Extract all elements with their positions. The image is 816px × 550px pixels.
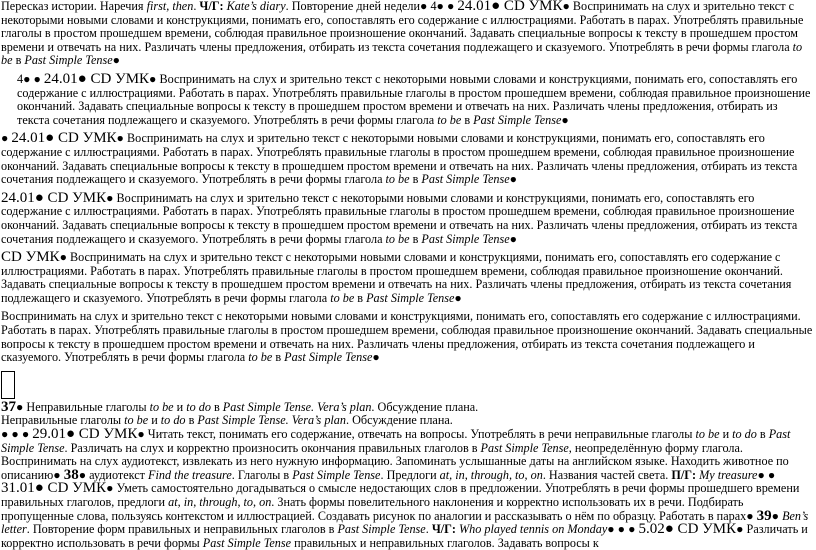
lesson-number: 38 <box>63 466 79 483</box>
text: , неопределённую форму глагола. Воспринимать на слух аудиотекст, извлекать из него нужную информацию. Запоминать услышанные даты на английском языке. Находить животное по описанию <box>1 440 789 482</box>
text: Различать и корректно использовать в речи формы <box>1 522 808 550</box>
text: Ч/Г: <box>199 0 227 13</box>
text: Past Simple Tense <box>1 427 791 455</box>
text: в <box>461 112 474 127</box>
date: 24.01 <box>43 70 78 87</box>
text: ● <box>149 71 160 86</box>
text: ● <box>771 508 783 523</box>
text: . Предлоги <box>380 467 440 482</box>
text: My treasure <box>699 467 758 482</box>
text: in <box>183 495 194 509</box>
resource-label: ● CD УМК <box>491 0 563 14</box>
text: Past Simple Tense <box>480 440 569 455</box>
text: в <box>409 231 422 246</box>
text: ● 4 <box>420 0 437 13</box>
text: to be <box>248 350 273 365</box>
text: Ben’s letter <box>1 508 809 537</box>
paragraph-1 <box>1 0 813 68</box>
text: . Повторение дней недели <box>285 0 421 13</box>
text: Past Simple Tense <box>202 535 292 550</box>
text: at, in, through, to, on <box>439 467 543 482</box>
text: Past Simple Tense <box>366 290 455 305</box>
date: 5.02 <box>638 521 665 538</box>
bullet: ● <box>509 231 518 246</box>
text: Past Simple Tense <box>421 231 510 246</box>
text: Неправильные глаголы <box>26 399 150 414</box>
text: Воспринимать на слух и зрительно текст с некоторыми новыми словами и конструкциями, понимать его, сопоставлять его содержание с иллюстрациями. Работать в парах. Употреблять правильные глаголы в простом прошедшем времени, соблюдая правильное произношение окончаний. Задавать специальные вопросы к тексту в прошедшем простом времени и отвечать на них. Различать члены предложения, отбирать из текста сочетания подлежащего и сказуемого. Употреблять в речи формы глагола <box>1 250 792 305</box>
text: ● <box>1 131 12 146</box>
date: 24.01 <box>11 130 46 147</box>
text: и <box>719 427 733 442</box>
text: Who played tennis on Monday <box>459 522 608 537</box>
paragraph-6 <box>1 310 813 364</box>
text: в <box>185 413 198 428</box>
text: Читать текст, понимать его содержание, отвечать на вопросы. Употреблять в речи неправильные глаголы <box>147 427 696 442</box>
text: . Знать формы повелительного наклонения и корректно использовать их в речи. Подбирать пропущенные слова, пользуясь контекстом и иллюстрацией. Создавать рисунок по аналогии и рассказывать о нём по образцу. Работать в парах <box>1 495 747 523</box>
paragraph-4 <box>1 189 813 246</box>
text: Past Simple Tense. Vera’s plan <box>222 399 372 414</box>
text: Неправильные глаголы <box>1 413 125 428</box>
resource-label: ● CD УМК <box>45 130 117 147</box>
text: to do <box>186 399 211 414</box>
text: ● <box>736 522 747 537</box>
paragraph-3 <box>1 132 813 186</box>
text: to be <box>695 427 720 442</box>
text: on <box>259 495 272 509</box>
text: ● <box>746 508 757 523</box>
text: ● <box>78 467 90 482</box>
paragraph-9 <box>1 428 813 550</box>
text: Пересказ истории. Наречия <box>1 0 147 13</box>
text: ● <box>106 190 117 205</box>
text: ● ● <box>436 0 458 13</box>
document-page <box>1 0 813 550</box>
text: to be <box>385 231 410 246</box>
date: 24.01 <box>1 189 35 206</box>
date: 31.01 <box>1 480 35 497</box>
text: ● <box>562 0 573 13</box>
text: Ч/Г: <box>431 522 460 537</box>
lesson-number: 39 <box>756 507 772 524</box>
text: , <box>237 495 244 509</box>
text: ● <box>116 131 127 146</box>
paragraph-7 <box>1 398 813 415</box>
text: в <box>272 350 285 365</box>
text: , <box>177 495 184 509</box>
text: аудиотекст <box>89 467 149 482</box>
text: . Обсуждение плана. <box>371 399 479 414</box>
text: ● <box>16 399 27 414</box>
bullet: ● <box>112 53 120 68</box>
text: . Глаголы в <box>231 467 293 482</box>
text: . <box>193 0 200 13</box>
text: Past Simple Tense <box>292 467 381 482</box>
paragraph-5 <box>1 251 813 305</box>
text: ● ● ● <box>1 427 33 442</box>
text: to be <box>1 39 803 68</box>
text: . Обсуждение плана. <box>346 413 453 428</box>
text: 4 <box>17 71 24 86</box>
text: Find the treasure <box>148 467 232 482</box>
text: to be <box>149 399 174 414</box>
text: to be <box>437 112 462 127</box>
text: в <box>12 53 25 68</box>
text: ● ● <box>757 467 776 482</box>
resource-label: CD УМК <box>1 249 60 266</box>
resource-label: ● CD УМК <box>34 189 107 206</box>
text: Past Simple Tense. Vera’s plan <box>197 413 346 428</box>
text: to do <box>160 413 186 428</box>
text: . Повторение форм правильных и неправильных глаголов в <box>26 522 338 537</box>
text: в <box>354 290 367 305</box>
text: Past Simple Tense <box>24 53 113 68</box>
text: и <box>148 413 161 428</box>
bullet: ● <box>509 172 518 187</box>
text: в <box>409 172 422 187</box>
text: ● <box>106 481 117 496</box>
paragraph-2 <box>1 70 813 127</box>
text: Past Simple Tense <box>284 350 373 365</box>
text: Kate’s diary <box>226 0 286 13</box>
text: Past Simple Tense <box>421 172 510 187</box>
date: 24.01 <box>457 0 492 14</box>
text: at <box>168 495 178 509</box>
text: . Различать на слух и корректно произносить окончания правильных глаголов в <box>64 440 481 455</box>
text: Воспринимать на слух и зрительно текст с некоторыми новыми словами и конструкциями, понимать его, сопоставлять его содержание с иллюстрациями. Работать в парах. Употреблять правильные глаголы в простом прошедшем времени, соблюдая правильное произношение окончаний. Задавать специальные вопросы к тексту в прошедшем простом времени и отвечать на них. Различать члены предложения, отбирать из текста сочетания подлежащего и сказуемого. Употреблять в речи формы глагола <box>1 0 804 54</box>
text: to be <box>124 413 149 428</box>
text: through <box>199 495 238 509</box>
resource-label: ● CD УМК <box>34 480 107 497</box>
text: to do <box>732 427 757 442</box>
text: ● <box>137 427 148 442</box>
resource-label: ● CD УМК <box>65 426 138 443</box>
text: , <box>253 495 260 509</box>
text: Воспринимать на слух и зрительно текст с некоторыми новыми словами и конструкциями, понимать его, сопоставлять его содержание с иллюстрациями. Работать в парах. Употреблять правильные глаголы в простом прошедшем времени, соблюдая правильное произношение окончаний. Задавать специальные вопросы к тексту в прошедшем простом времени и отвечать на них. Различать члены предложения, отбирать из текста сочетания подлежащего и сказуемого. Употреблять в речи формы глагола <box>1 190 798 246</box>
text: . Названия частей света. <box>542 467 672 482</box>
bullet: ● <box>561 112 569 127</box>
bullet: ● <box>454 290 462 305</box>
text: Воспринимать на слух и зрительно текст с некоторыми новыми словами и конструкциями, понимать его, сопоставлять его содержание с иллюстрациями. Работать в парах. Употреблять правильные глаголы в простом прошедшем времени, соблюдая правильное произношение окончаний. Задавать специальные вопросы к тексту в прошедшем простом времени и отвечать на них. Различать члены предложения, отбирать из текста сочетания подлежащего и сказуемого. Употреблять в речи формы глагола <box>1 309 813 365</box>
text: в <box>756 427 769 442</box>
text: ● ● ● <box>607 522 639 537</box>
empty-frame <box>1 371 15 399</box>
resource-label: ● CD УМК <box>77 70 150 87</box>
text: to be <box>330 290 355 305</box>
text: , <box>193 495 200 509</box>
text: to be <box>385 172 410 187</box>
text: Воспринимать на слух и зрительно текст с некоторыми новыми словами и конструкциями, понимать его, сопоставлять его содержание с иллюстрациями. Работать в парах. Употреблять правильные глаголы в простом прошедшем времени, соблюдая правильное произношение окончаний. Задавать специальные вопросы к тексту в прошедшем простом времени и отвечать на них. Различать члены предложения, отбирать из текста сочетания подлежащего и сказуемого. Употреблять в речи формы глагола <box>17 71 811 127</box>
text: to <box>243 495 254 509</box>
text: ● <box>59 250 70 265</box>
text: first, then <box>146 0 194 13</box>
text: в <box>210 399 223 414</box>
bullet: ● <box>372 350 380 365</box>
text: Past Simple Tense <box>473 112 562 127</box>
lesson-number: 37 <box>1 398 16 415</box>
text: . <box>425 522 432 537</box>
text: правильных и неправильных глаголов. Задавать вопросы к <box>291 535 599 550</box>
text: Воспринимать на слух и зрительно текст с некоторыми новыми словами и конструкциями, понимать его, сопоставлять его содержание с иллюстрациями. Работать в парах. Употреблять правильные глаголы в простом прошедшем времени, соблюдая правильное произношение окончаний. Задавать специальные вопросы к тексту в прошедшем простом времени и отвечать на них. Различать члены предложения, отбирать из текста сочетания подлежащего и сказуемого. Употреблять в речи формы глагола <box>1 131 798 187</box>
text: П/Г: <box>671 467 700 482</box>
text: Past Simple Tense <box>337 522 426 537</box>
resource-label: ● CD УМК <box>664 521 737 538</box>
date: 29.01 <box>32 426 66 443</box>
text: и <box>173 399 187 414</box>
text: ● ● <box>23 71 44 86</box>
text: ● <box>53 467 64 482</box>
text: Уметь самостоятельно догадываться о смысле недостающих слов в предложении. Употреблять в речи формы прошедшего времени правильных глаголов, предлоги <box>1 481 800 509</box>
